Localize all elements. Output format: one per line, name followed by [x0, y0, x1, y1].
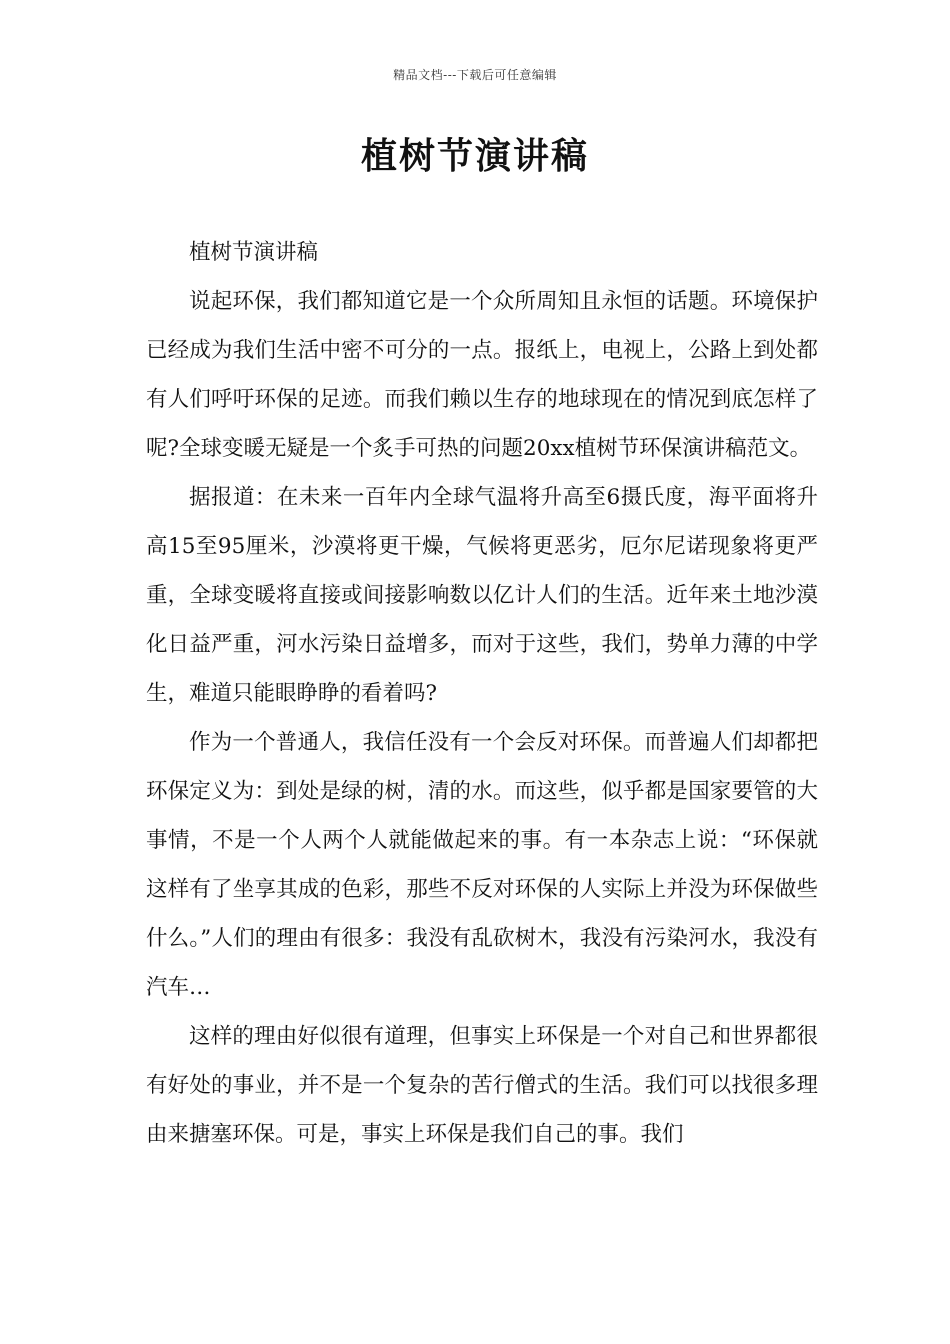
header-note: 精品文档---下载后可任意编辑: [393, 68, 557, 82]
document-title: 植树节演讲稿: [360, 135, 589, 177]
paragraph: 这样的理由好似很有道理，但事实上环保是一个对自己和世界都很有好处的事业，并不是一个复杂的苦行僧式的生活。我们可以找很多理由来搪塞环保。可是，事实上环保是我们自己的事。我们: [146, 1024, 818, 1147]
paragraph: 说起环保，我们都知道它是一个众所周知且永恒的话题。环境保护已经成为我们生活中密不可分的一点。报纸上，电视上，公路上到处都有人们呼吁环保的足迹。而我们赖以生存的地球现在的情况到底怎样了呢?全球变暖无疑是一个炙手可热的问题20xx植树节环保演讲稿范文。: [146, 289, 818, 461]
paragraph: 植树节演讲稿: [189, 240, 319, 265]
document-body: [146, 228, 818, 1159]
paragraph: 据报道：在未来一百年内全球气温将升高至6摄氏度，海平面将升高15至95厘米，沙漠将更干燥，气候将更恶劣，厄尔尼诺现象将更严重，全球变暖将直接或间接影响数以亿计人们的生活。近年来土地沙漠化日益严重，河水污染日益增多，而对于这些，我们，势单力薄的中学生，难道只能眼睁睁的看着吗?: [146, 485, 818, 706]
paragraph: 作为一个普通人，我信任没有一个会反对环保。而普遍人们却都把环保定义为：到处是绿的树，清的水。而这些，似乎都是国家要管的大事情，不是一个人两个人就能做起来的事。有一本杂志上说：“环保就这样有了坐享其成的色彩，那些不反对环保的人实际上并没为环保做些什么。”人们的理由有很多：我没有乱砍树木，我没有污染河水，我没有汽车…: [146, 730, 818, 1000]
